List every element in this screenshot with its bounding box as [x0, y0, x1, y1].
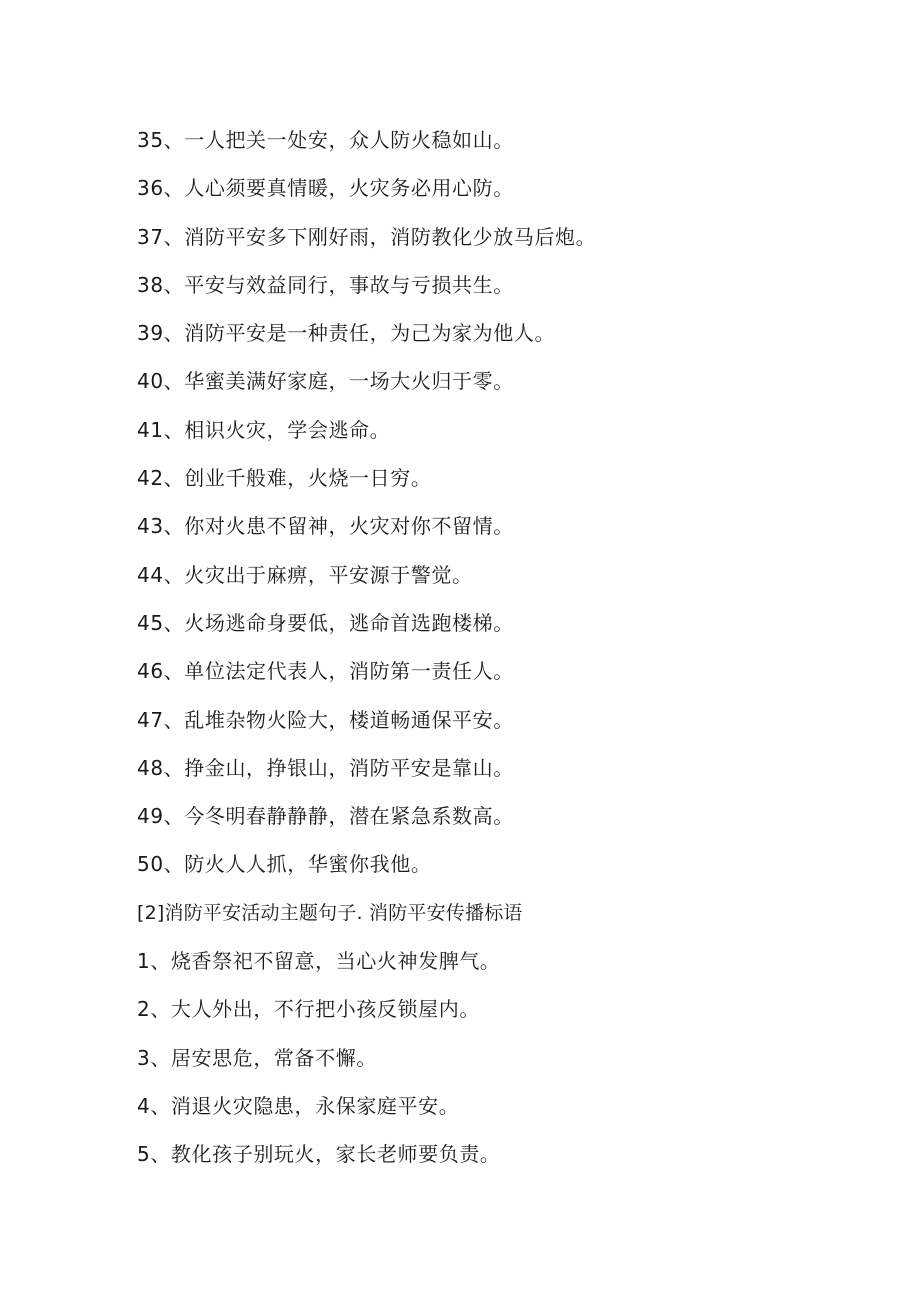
list-item: 50、防火人人抓，华蜜你我他。 [137, 852, 432, 877]
list-item: 46、单位法定代表人，消防第一责任人。 [137, 659, 514, 684]
list-item: 44、火灾出于麻痹，平安源于警觉。 [137, 562, 473, 587]
list-item: 3、居安思危，常备不懈。 [137, 1045, 377, 1070]
list-item: 38、平安与效益同行，事故与亏损共生。 [137, 272, 514, 297]
list-item: 35、一人把关一处安，众人防火稳如山。 [137, 128, 514, 152]
list-item: 42、创业千般难，火烧一日穷。 [137, 466, 432, 491]
slogan-list [137, 118, 877, 1181]
list-item: 5、教化孩子别玩火，家长老师要负责。 [137, 1142, 501, 1167]
list-item: 45、火场逃命身要低，逃命首选跑楼梯。 [137, 610, 514, 635]
list-item: 36、人心须要真情暖，火灾务必用心防。 [137, 176, 514, 201]
list-item: 41、相识火灾，学会逃命。 [137, 417, 391, 442]
list-item: 47、乱堆杂物火险大，楼道畅通保平安。 [137, 707, 514, 732]
list-item: 48、挣金山，挣银山，消防平安是靠山。 [137, 755, 514, 780]
list-item: 43、你对火患不留神，火灾对你不留情。 [137, 514, 514, 539]
list-item: 39、消防平安是一种责任，为己为家为他人。 [137, 321, 556, 346]
list-item: 2、大人外出，不行把小孩反锁屋内。 [137, 997, 480, 1022]
list-item: 4、消退火灾隐患，永保家庭平安。 [137, 1093, 460, 1118]
list-item: 37、消防平安多下刚好雨，消防教化少放马后炮。 [137, 224, 597, 249]
list-item: 1、烧香祭祀不留意，当心火神发脾气。 [137, 949, 501, 974]
section-heading: [2]消防平安活动主题句子. 消防平安传播标语 [137, 901, 523, 924]
list-item: 40、华蜜美满好家庭，一场大火归于零。 [137, 369, 514, 394]
list-item: 49、今冬明春静静静，潜在紧急系数高。 [137, 804, 514, 829]
